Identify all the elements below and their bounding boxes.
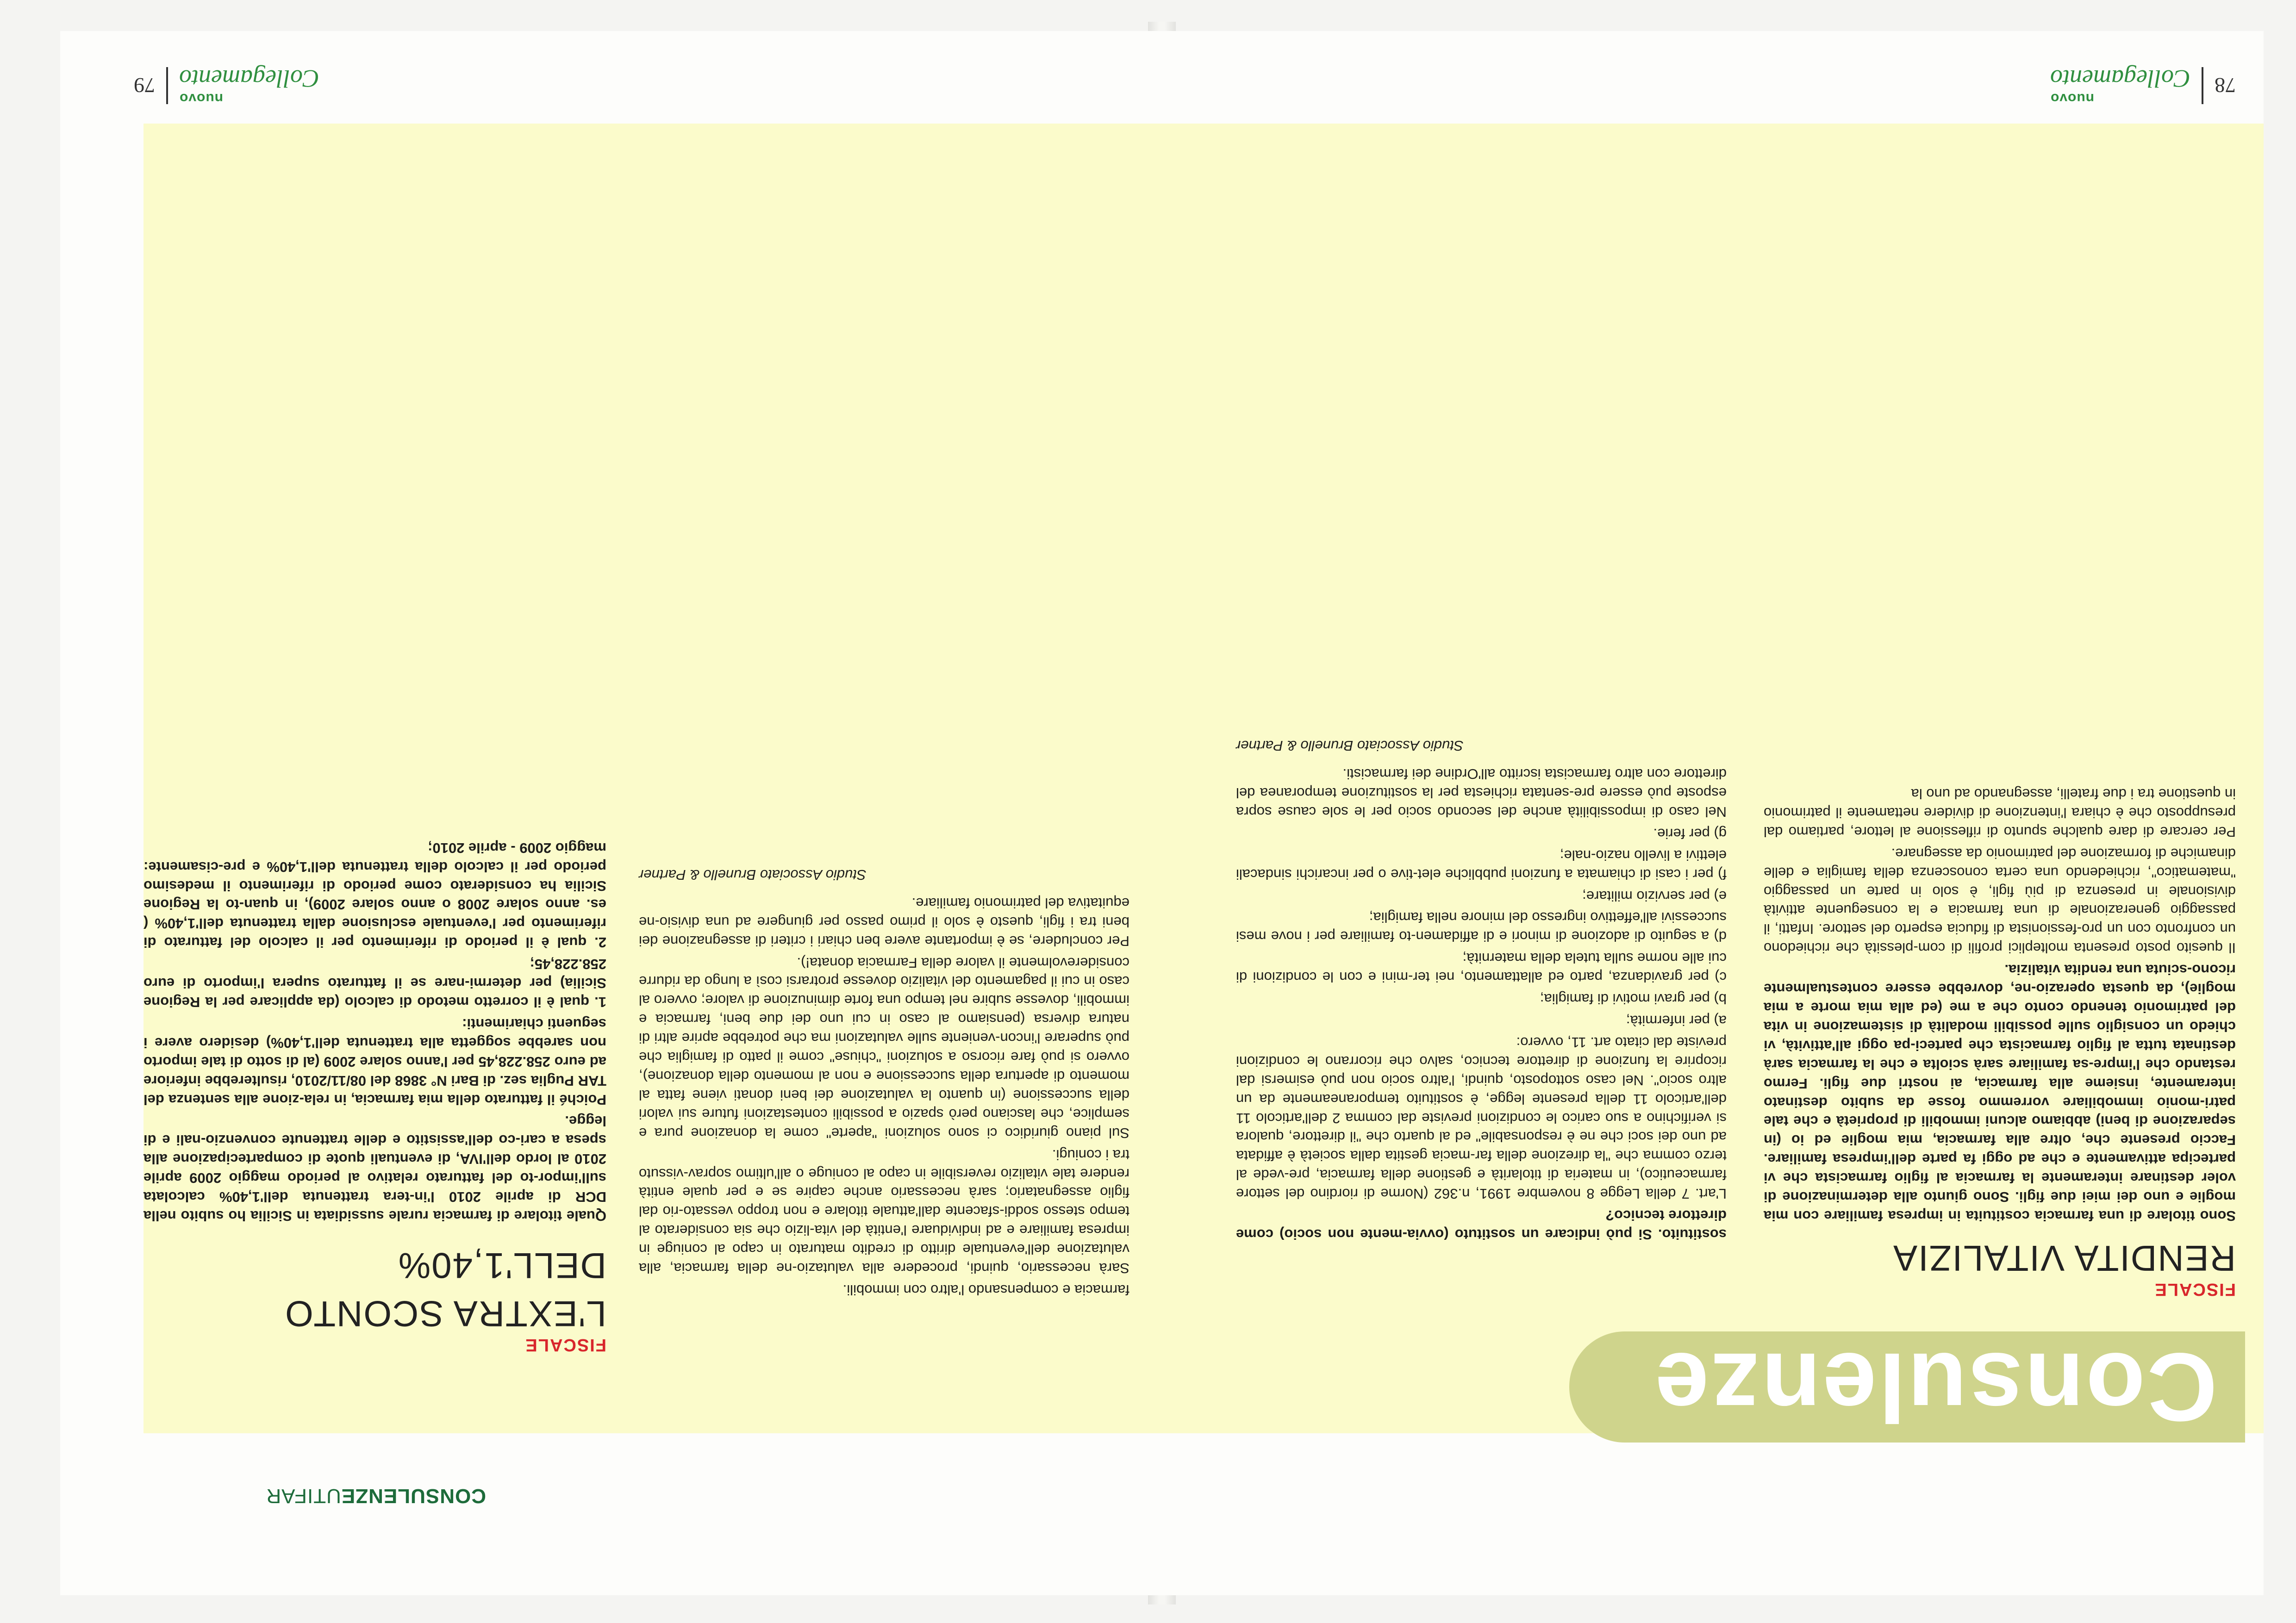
running-head-section: CONSULENZE xyxy=(341,1485,486,1507)
logo-nuovo: nuovo xyxy=(2050,91,2095,106)
paragraph: Poiché il fatturato della mia farmacia, in rela-zione alla sentenza del TAR Puglia sez. di Bari N° 3868 del 08/11/2010, risulterebbe inferiore ad euro 258.228,45 per l'anno solare 2009 (al di sotto di tale importo non sarebbe soggetta alla trattenuta dell'1,40%) desidero avere i seguenti chiarimenti: xyxy=(144,1015,606,1108)
article-header-extra-sconto xyxy=(144,1236,606,1355)
article-header-rendita xyxy=(1764,1228,2236,1299)
paragraph: Sono titolare di una farmacia costituita in impresa familiare con mia moglie e uno dei miei due figli. Sono giunto alla determinazione di voler destinare interamente la farmacia al figlio farmacista che vi partecipa attivamente e che ad oggi fa parte dell'impresa familiare. Faccio presente che, oltre alla farmacia, mia moglie ed io (in separazione di beni) abbiamo alcuni immobili di proprietà e che tale patri-monio immobiliare vorremmo fosse da subito destinato interamente, insieme alla farmacia, ai nostri due figli. Fermo restando che l'impre-sa familiare sarà sciolta e che la farmacia sarà destinata tutta al figlio farmacista che parteci-pa oggi all'attività, vi chiedo un consiglio sulle possibili modalità di sistemazione in vita del patrimonio tenendo conto che a me (ed alla mia morte a mia moglie), da questa operazio-ne, dovrebbe essere contestualmente ricono-sciuta una rendita vitalizia. xyxy=(1764,962,2236,1224)
paragraph: Il quesito posto presenta molteplici profili di com-plessità che richiedono un confronto con un pro-fessionista di fiducia esperto del settore. Infatti, il passaggio generazionale di una farmacia e la conseguente attività divisionale in presenza di più figli, è solo in parte un passaggio "matematico", richiedendo una certa conoscenza della famiglia e delle dinamiche di formazione del patrimonio da assegnare. xyxy=(1764,845,2236,957)
magazine-logo xyxy=(179,66,319,105)
list-item: b) per gravi motivi di famiglia; xyxy=(1540,991,1727,1007)
logo-collegamento: Collegamento xyxy=(2050,65,2190,93)
paragraph: Quale titolare di farmacia rurale sussidiata in Sicilia ho subito nella DCR di aprile 2010 l'in-tera trattenuta dell'1,40% calcolata sull'impor-to del fatturato relativo al periodo maggio 2009 aprile 2010 al lordo dell'IVA, di eventuali quote di compartecipazione alla spesa a cari-co dell'assistito e delle trattenute convenzio-nali e di legge. xyxy=(144,1113,606,1224)
section-banner: Consulenze xyxy=(1569,1331,2245,1443)
text-column-2 xyxy=(144,835,606,1225)
kicker: FISCALE xyxy=(2154,1280,2236,1299)
list-item: c) per gravidanza, parto ed allattamento, nei ter-mini e con le condizioni di cui alle norme sulla tutela della maternità; xyxy=(1236,950,1727,986)
paragraph: Per concludere, se è importante avere ben chiari i criteri di assegnazione dei beni tra i figli, questo è solo il primo passo per giungere ad una divisio-ne equitativa del patrimonio familiare. xyxy=(639,895,1129,949)
running-head-brand: UTIFAR xyxy=(266,1485,341,1507)
list-item: a) per infermità; xyxy=(1626,1013,1727,1029)
paragraph: 1. qual è il corretto metodo di calcolo (da applicare per la Regione Sicilia) per determi-nare se il fatturato supera l'importo di euro 258.228,45; xyxy=(144,956,606,1011)
page-79 xyxy=(60,31,1162,1595)
folio-divider xyxy=(166,67,168,104)
text-column-1 xyxy=(639,865,1129,1299)
list-item: g) per ferie. xyxy=(1653,825,1727,842)
logo-collegamento: Collegamento xyxy=(179,65,319,93)
paragraph: Sarà necessario, quindi, procedere alla valutazio-ne della farmacia, alla valutazione dell'eventuale diritto di credito maturato in capo al coniuge in impresa familiare e ad individuare l'entità del vita-lizio che sia considerato al tempo stesso soddi-sfacente dall'attuale titolare e non troppo vessato-rio dal figlio assegnatario; sarà necessario anche capire se e per quale entità rendere tale vitalizio reversibile in capo al coniuge o all'ultimo soprav-vissuto tra i coniugi. xyxy=(639,1146,1129,1277)
paragraph: Per cercare di dare qualche spunto di riflessione al lettore, partiamo dal presupposto che è chiara l'intenzione di dividere nettamente il patrimonio in questione tra i due fratelli, assegnando ad uno la xyxy=(1764,786,2236,840)
page-number: 79 xyxy=(134,74,156,98)
folio-79 xyxy=(134,66,319,105)
magazine-logo xyxy=(2050,66,2190,105)
running-head xyxy=(266,1480,486,1512)
kicker: FISCALE xyxy=(524,1335,606,1355)
article-title-line-2: DELL'1,40% xyxy=(397,1245,606,1286)
page-number: 78 xyxy=(2215,74,2236,98)
paragraph: Sul piano giuridico ci sono soluzioni "aperte" come la donazione pura e semplice, che lasciano però spazio a possibili contestazioni future sui valori della successione (in quanto la valutazione dei beni donati viene fatta al momento di apertura della successione e non al momento della donazione), ovvero si può fare ricorso a soluzioni "chiuse" come il patto di famiglia che può superare l'incon-veniente sulle valutazioni ma che potrebbe aprire altri di natura diversa (pensiamo al caso in cui uno dei due beni, farmacia e immobili, dovesse subire nel tempo una forte diminuzione di valore; ovvero al caso in cui il pagamento del vitalizio dovesse protrarsi così a lungo da ridurre considerevolmente il valore della Farmacia donata!). xyxy=(639,954,1129,1141)
page-78 xyxy=(1162,31,2264,1595)
paragraph: Nel caso di impossibilità anche del secondo socio per le sole cause sopra esposte può essere pre-sentata richiesta per la sostituzione temporanea del direttore con altro farmacista iscritto all'Ordine dei farmacisti. xyxy=(1236,766,1727,820)
list-item: e) per servizio militare; xyxy=(1582,888,1727,904)
article-title-line-1: L'EXTRA SCONTO xyxy=(284,1293,606,1334)
paragraph: L'art. 7 della Legge 8 novembre 1991, n.362 (Norme di riordino del settore farmaceutico), in materia di titolarità e gestione della farmacia, pre-vede al terzo comma che "la direzione della far-macia gestita dalla società è affidata ad uno dei soci che ne è responsabile" ed al quarto che "il direttore, qualora si verifichino a suo carico le condizioni previste dal comma 2 dell'articolo 11 dell'articolo 11 della presente legge, è sostituito temporaneamente da un altro socio". Nel caso sottoposto, quindi, l'altro socio non può esimersi dal ricoprire la funzione di direttore tecnico, salvo che ricorrano le condizioni previste dal citato art. 11, ovvero: xyxy=(1236,1034,1727,1202)
list-item: d) a seguito di adozione di minori e di affidamen-to familiare per i nove mesi successivi all'effettivo ingresso del minore nella famiglia; xyxy=(1236,909,1727,945)
paragraph: 2. qual è il periodo di riferimento per il calcolo del fatturato di riferimento per l'eventuale esclusione dalla trattenuta dell'1,40% ( es. anno solare 2008 o anno solare 2009), in quan-to la Regione Sicilia ha considerato come periodo di riferimento il medesimo periodo per il calcolo della trattenuta dell'1,40% e pre-cisamente: maggio 2009 - aprile 2010; xyxy=(144,839,606,951)
text-column-2 xyxy=(1236,736,1727,1244)
folio-78 xyxy=(2050,66,2236,105)
paragraph: sostituito. Si può indicare un sostituto (ovvia-mente non socio) come direttore tecnico? xyxy=(1236,1207,1727,1243)
signature: Studio Associato Brunello & Partner xyxy=(1236,738,1464,754)
signature: Studio Associato Brunello & Partner xyxy=(639,866,867,883)
list-item: f) per i casi di chiamata a funzioni pubbliche elet-tive o per incarichi sindacali elettivi a livello nazio-nale; xyxy=(1236,847,1727,883)
text-column-1 xyxy=(1764,781,2236,1225)
paragraph: farmacia e compensando l'altro con immobili. xyxy=(842,1282,1129,1298)
logo-nuovo: nuovo xyxy=(179,91,224,106)
folio-divider xyxy=(2202,67,2203,104)
article-title: RENDITA VITALIZIA xyxy=(1892,1238,2236,1279)
